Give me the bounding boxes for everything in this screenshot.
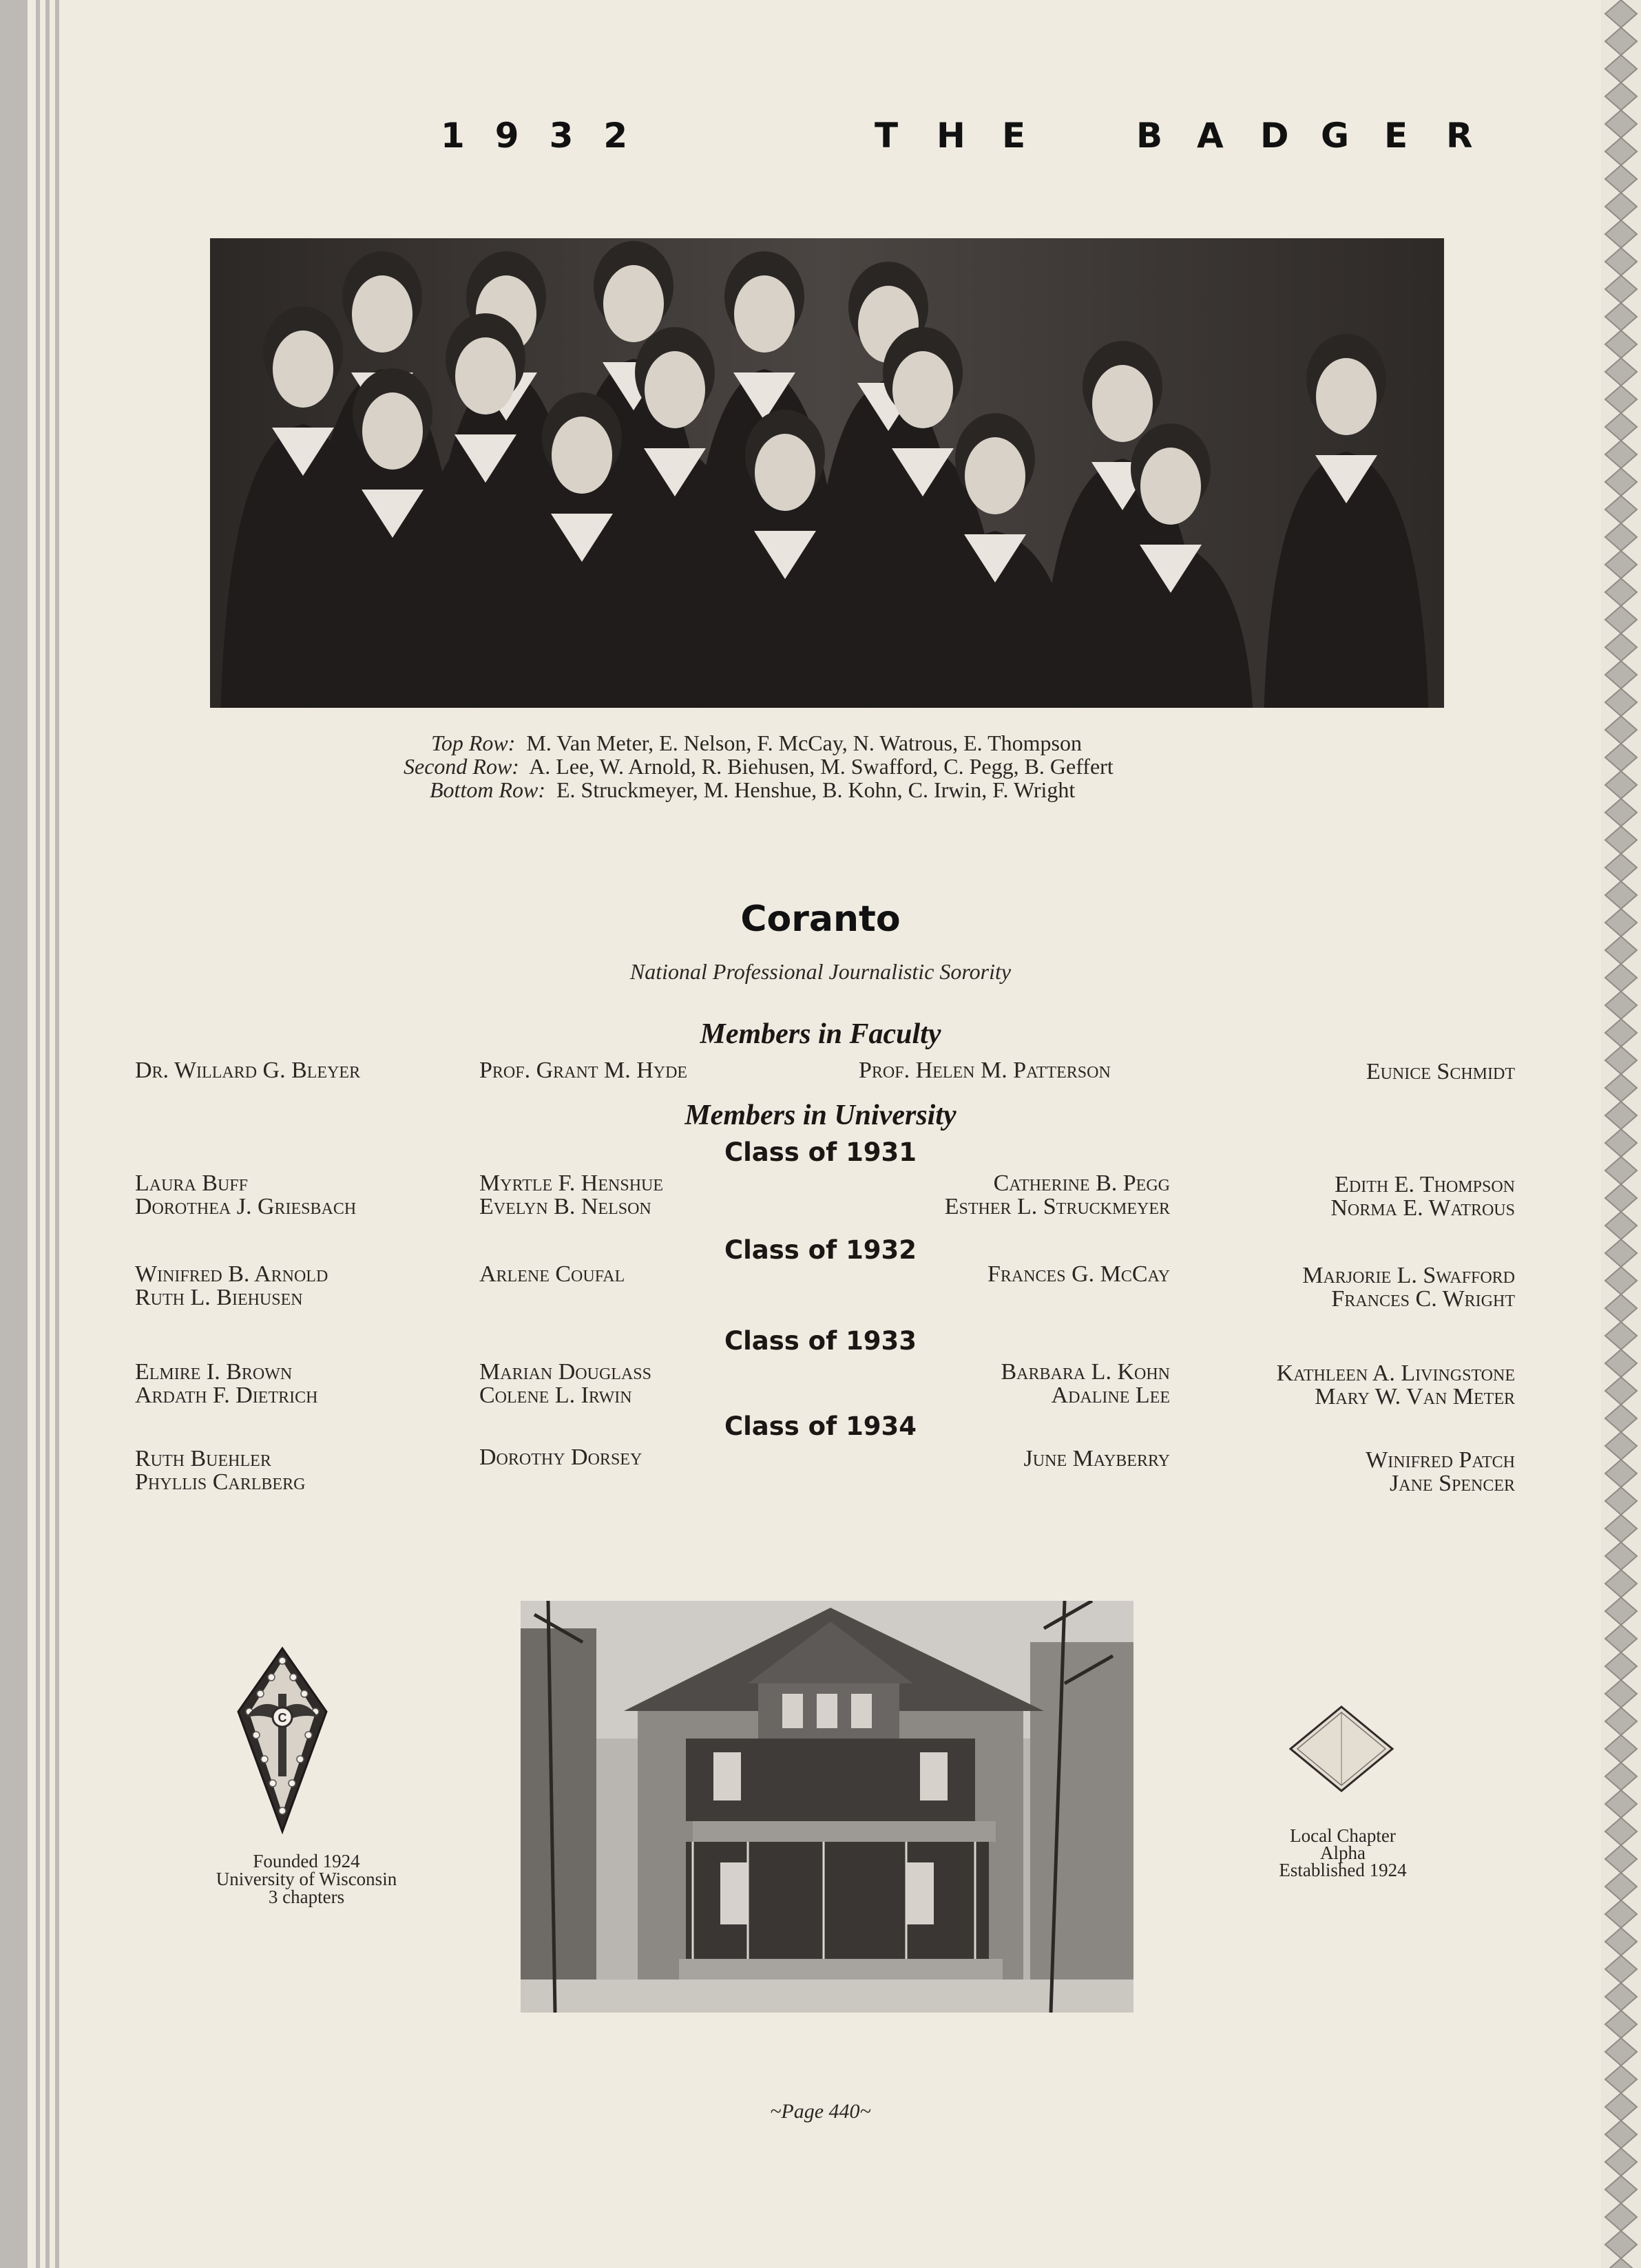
header-letter: A: [1197, 116, 1224, 156]
member-name: Dorothea J. Griesbach: [135, 1194, 357, 1219]
header-letter: D: [1260, 116, 1289, 156]
university-heading: Members in University: [684, 1100, 957, 1131]
founded-line: 3 chapters: [268, 1887, 345, 1907]
member-name: Adaline Lee: [1051, 1383, 1170, 1408]
header-letter: R: [1446, 116, 1473, 156]
crest-letter: C: [278, 1711, 287, 1725]
org-subtitle: National Professional Journalistic Sorority: [629, 959, 1012, 984]
member-name: Frances C. Wright: [1331, 1286, 1515, 1312]
member-name: Marian Douglass: [479, 1359, 651, 1385]
caption-names: A. Lee, W. Arnold, R. Biehusen, M. Swafford, C. Pegg, B. Geffert: [529, 754, 1114, 779]
chapter-house-photo: [521, 1601, 1133, 2013]
header-letter: E: [1002, 116, 1026, 156]
founded-line: University of Wisconsin: [216, 1869, 397, 1889]
member-name: Jane Spencer: [1390, 1471, 1515, 1496]
header-letter: G: [1321, 116, 1350, 156]
org-title: Coranto: [740, 899, 901, 940]
member-name: Winifred Patch: [1366, 1447, 1515, 1473]
faculty-heading: Members in Faculty: [700, 1018, 941, 1050]
header-letter: B: [1136, 116, 1163, 156]
caption-label: Top Row:: [431, 731, 516, 755]
local-chapter-line: Established 1924: [1279, 1860, 1407, 1880]
page-header: [441, 116, 1529, 164]
member-name: Catherine B. Pegg: [993, 1170, 1170, 1196]
header-year: 1932: [441, 116, 658, 156]
left-page-border: [0, 0, 63, 2268]
class-heading-1933: Class of 1933: [724, 1326, 917, 1356]
group-photo: [210, 238, 1444, 708]
member-name: June Mayberry: [1023, 1446, 1170, 1471]
caption-names: M. Van Meter, E. Nelson, F. McCay, N. Watrous, E. Thompson: [526, 731, 1082, 755]
member-name: Ruth Buehler: [135, 1446, 271, 1471]
member-name: Phyllis Carlberg: [135, 1469, 306, 1495]
member-name: Kathleen A. Livingstone: [1276, 1361, 1515, 1386]
faculty-member: Eunice Schmidt: [1366, 1059, 1515, 1084]
faculty-member: Prof. Helen M. Patterson: [859, 1058, 1111, 1083]
member-name: Norma E. Watrous: [1330, 1195, 1515, 1221]
member-name: Barbara L. Kohn: [1001, 1359, 1170, 1385]
member-name: Evelyn B. Nelson: [479, 1194, 651, 1219]
class-heading-1934: Class of 1934: [724, 1411, 917, 1441]
faculty-member: Dr. Willard G. Bleyer: [135, 1058, 361, 1083]
class-heading-1932: Class of 1932: [724, 1235, 917, 1265]
member-name: Laura Buff: [135, 1170, 248, 1196]
local-chapter-line: Alpha: [1320, 1842, 1366, 1863]
member-name: Edith E. Thompson: [1335, 1172, 1515, 1197]
member-name: Esther L. Struckmeyer: [944, 1194, 1170, 1219]
caption-names: E. Struckmeyer, M. Henshue, B. Kohn, C. Irwin, F. Wright: [556, 777, 1076, 802]
member-name: Frances G. McCay: [987, 1261, 1170, 1287]
member-name: Ruth L. Biehusen: [135, 1285, 303, 1310]
chapter-diamond-icon: [1286, 1704, 1397, 1794]
member-name: Winifred B. Arnold: [135, 1261, 328, 1287]
member-name: Dorothy Dorsey: [479, 1445, 642, 1470]
member-name: Ardath F. Dietrich: [135, 1383, 318, 1408]
member-name: Myrtle F. Henshue: [479, 1170, 664, 1196]
header-letter: E: [1384, 116, 1408, 156]
member-name: Mary W. Van Meter: [1315, 1384, 1515, 1409]
sorority-crest-icon: [234, 1646, 331, 1835]
founded-line: Founded 1924: [253, 1851, 360, 1871]
header-letter: H: [937, 116, 965, 156]
caption-label: Bottom Row:: [430, 777, 545, 802]
faculty-member: Prof. Grant M. Hyde: [479, 1058, 688, 1083]
member-name: Arlene Coufal: [479, 1261, 625, 1287]
class-heading-1931: Class of 1931: [724, 1137, 917, 1167]
caption-label: Second Row:: [404, 754, 519, 779]
member-name: Colene L. Irwin: [479, 1383, 632, 1408]
header-letter: T: [875, 116, 899, 156]
page-number: ~Page 440~: [770, 2100, 871, 2123]
local-chapter-line: Local Chapter: [1290, 1825, 1396, 1846]
member-name: Marjorie L. Swafford: [1302, 1263, 1515, 1288]
right-diamond-border: [1601, 0, 1641, 2268]
member-name: Elmire I. Brown: [135, 1359, 293, 1385]
